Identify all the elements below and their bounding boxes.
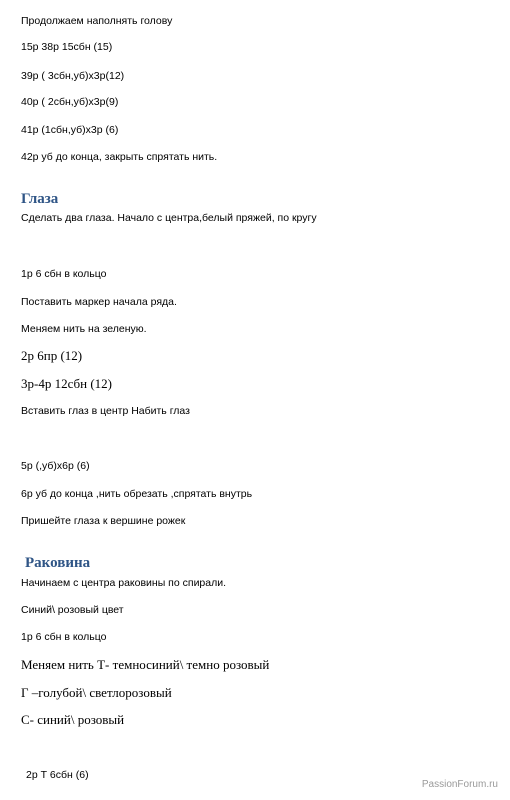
shell-line-4: Меняем нить Т- темносиний\ темно розовый bbox=[21, 657, 270, 672]
head-row-15: 15р 38р 15сбн (15) bbox=[21, 41, 113, 53]
head-row-39: 39р ( 3сбн,уб)х3р(12) bbox=[21, 70, 125, 82]
eyes-heading: Глаза bbox=[21, 191, 59, 207]
shell-line-3: 1р 6 сбн в кольцо bbox=[21, 631, 107, 643]
eyes-line-4: 2р 6пр (12) bbox=[21, 348, 83, 363]
shell-line-2: Синий\ розовый цвет bbox=[21, 604, 124, 616]
eyes-line-5: 3р-4р 12сбн (12) bbox=[21, 376, 112, 391]
eyes-line-3: Меняем нить на зеленую. bbox=[21, 323, 147, 335]
head-row-41: 41р (1сбн,уб)х3р (6) bbox=[21, 124, 119, 136]
eyes-line-1: 1р 6 сбн в кольцо bbox=[21, 268, 107, 280]
eyes-intro: Сделать два глаза. Начало с центра,белый пряжей, по кругу bbox=[21, 212, 317, 224]
head-intro: Продолжаем наполнять голову bbox=[21, 15, 173, 27]
eyes-line-2: Поставить маркер начала ряда. bbox=[21, 296, 177, 308]
shell-line-6: С- синий\ розовый bbox=[21, 712, 125, 727]
eyes-line-6: Вставить глаз в центр Набить глаз bbox=[21, 405, 190, 417]
eyes-line-7: 5р (,уб)х6р (6) bbox=[21, 460, 90, 472]
shell-line-1: Начинаем с центра раковины по спирали. bbox=[21, 577, 227, 589]
eyes-line-8: 6р уб до конца ,нить обрезать ,спрятать внутрь bbox=[21, 488, 253, 500]
head-row-42: 42р уб до конца, закрыть спрятать нить. bbox=[21, 151, 218, 163]
shell-line-5: Г –голубой\ светлорозовый bbox=[21, 685, 172, 700]
watermark: PassionForum.ru bbox=[421, 779, 498, 790]
shell-heading: Раковина bbox=[25, 555, 91, 571]
head-row-40: 40р ( 2сбн,уб)х3р(9) bbox=[21, 96, 119, 108]
eyes-line-9: Пришейте глаза к вершине рожек bbox=[21, 515, 186, 527]
shell-line-7: 2р Т 6сбн (6) bbox=[26, 769, 89, 781]
